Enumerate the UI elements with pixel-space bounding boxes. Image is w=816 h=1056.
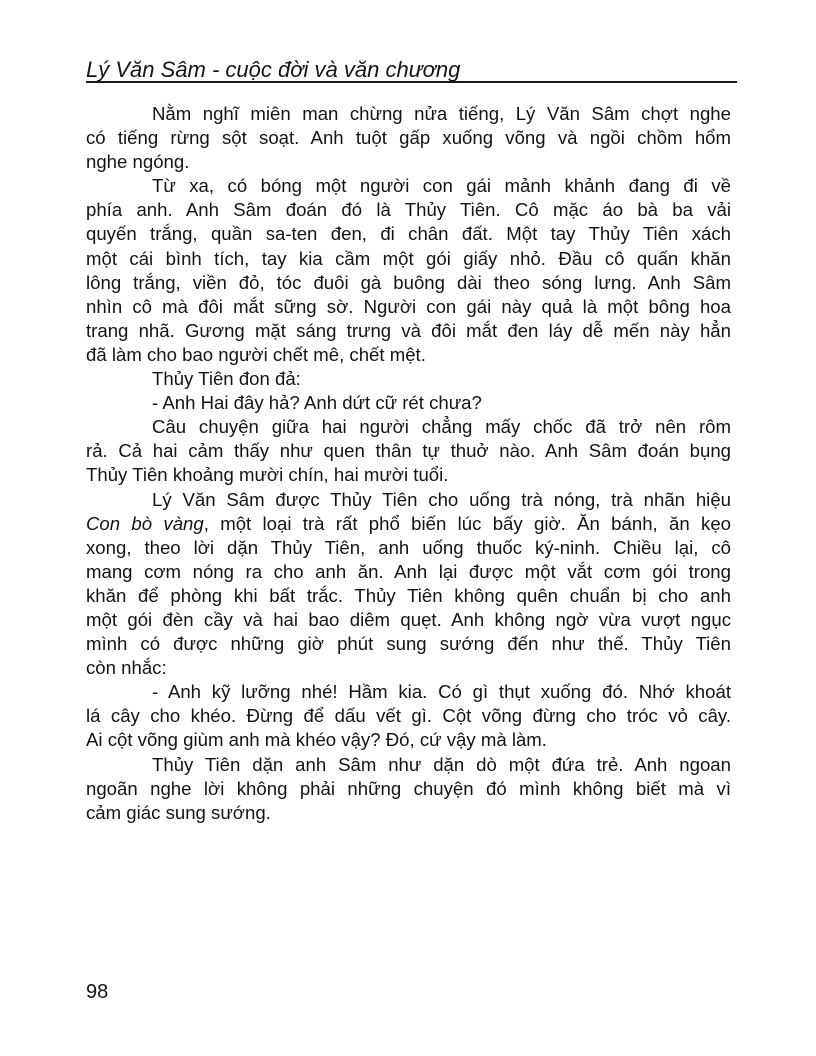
running-title: Lý Văn Sâm - cuộc đời và văn chương bbox=[86, 57, 461, 82]
text-line: một cái bình tích, tay kia cầm một gói giấy nhỏ. Đầu cô quấn khăn bbox=[86, 247, 731, 269]
text-line: phía anh. Anh Sâm đoán đó là Thủy Tiên. Cô mặc áo bà ba vải bbox=[86, 199, 731, 221]
text-line: lá cây cho khéo. Đừng để dấu vết gì. Cột võng đừng cho tróc vỏ cây. bbox=[86, 705, 731, 727]
paragraph bbox=[86, 102, 731, 174]
text-line: Lý Văn Sâm được Thủy Tiên cho uống trà nóng, trà nhãn hiệu bbox=[152, 488, 731, 510]
text-line-with-italic bbox=[86, 512, 731, 536]
text-line: Câu chuyện giữa hai người chẳng mấy chốc đã trở nên rôm bbox=[152, 416, 731, 438]
text-line: Nằm nghĩ miên man chừng nửa tiếng, Lý Văn Sâm chợt nghe bbox=[152, 103, 731, 124]
paragraph bbox=[86, 680, 731, 752]
paragraph bbox=[86, 391, 731, 415]
text-line: có tiếng rừng sột soạt. Anh tuột gấp xuống võng và ngồi chồm hổm bbox=[86, 127, 731, 149]
text-line: khăn để phòng khi bất trắc. Thủy Tiên không quên chuẩn bị cho anh bbox=[86, 584, 731, 606]
text-line: lông trắng, viền đỏ, tóc đuôi gà buông dài theo sóng lưng. Anh Sâm bbox=[86, 271, 731, 293]
text-line: - Anh kỹ lưỡng nhé! Hầm kia. Có gì thụt xuống đó. Nhớ khoát bbox=[152, 681, 731, 703]
running-header bbox=[86, 51, 737, 83]
text-line: mang cơm nóng ra cho anh ăn. Anh lại được một vắt cơm gói trong bbox=[86, 560, 731, 582]
text-line: quyến trắng, quần sa-ten đen, đi chân đất. Một tay Thủy Tiên xách bbox=[86, 223, 731, 245]
text-line: xong, theo lời dặn Thủy Tiên, anh uống thuốc ký-ninh. Chiều lại, cô bbox=[86, 536, 731, 558]
text-line: nhìn cô mà đôi mắt sững sờ. Người con gái này quả là một bông hoa bbox=[86, 295, 731, 317]
text-line: mình có được những giờ phút sung sướng đến như thế. Thủy Tiên bbox=[86, 633, 731, 655]
paragraph bbox=[86, 753, 731, 825]
text-line: một gói đèn cầy và hai bao diêm quẹt. Anh không ngờ vừa vượt ngục bbox=[86, 608, 731, 630]
text-line: Từ xa, có bóng một người con gái mảnh khảnh đang đi về bbox=[152, 175, 731, 197]
text-line: - Anh Hai đây hả? Anh dứt cữ rét chưa? bbox=[152, 392, 482, 414]
text-line: đã làm cho bao người chết mê, chết mệt. bbox=[86, 343, 426, 365]
text-line: rả. Cả hai cảm thấy như quen thân tự thuở nào. Anh Sâm đoán bụng bbox=[86, 440, 731, 462]
text-line: Thủy Tiên đon đả: bbox=[152, 368, 301, 390]
text-line: Thủy Tiên dặn anh Sâm như dặn dò một đứa trẻ. Anh ngoan bbox=[152, 753, 731, 775]
body-text bbox=[86, 102, 731, 825]
text-line: ngoãn nghe lời không phải những chuyện đó mình không biết mà vì bbox=[86, 777, 731, 799]
text-line: nghe ngóng. bbox=[86, 151, 190, 173]
paragraph bbox=[86, 415, 731, 487]
text-fragment: , một loại trà rất phổ biến lúc bấy giờ. Ăn bánh, ăn kẹo bbox=[203, 512, 731, 534]
paragraph bbox=[86, 174, 731, 367]
text-line: trang nhã. Gương mặt sáng trưng và đôi mắt đen láy dễ mến này hẳn bbox=[86, 319, 731, 341]
page-number: 98 bbox=[86, 981, 109, 1003]
text-line: Ai cột võng giùm anh mà khéo vậy? Đó, cứ vậy mà làm. bbox=[86, 729, 547, 751]
text-line: còn nhắc: bbox=[86, 657, 167, 679]
text-line: Thủy Tiên khoảng mười chín, hai mười tuổi. bbox=[86, 464, 449, 486]
text-line: cảm giác sung sướng. bbox=[86, 801, 271, 823]
italic-brand-name: Con bò vàng bbox=[86, 512, 204, 534]
paragraph bbox=[86, 488, 731, 681]
paragraph bbox=[86, 367, 731, 391]
